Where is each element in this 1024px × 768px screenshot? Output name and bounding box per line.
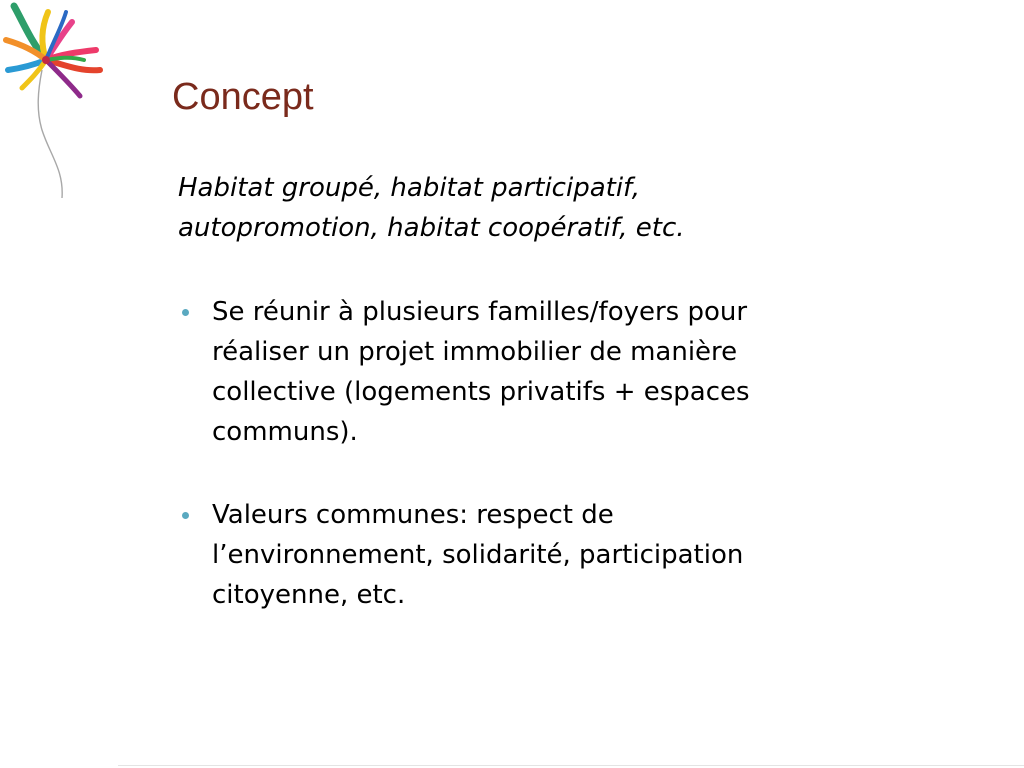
intro-line: Habitat groupé, habitat participatif, — [178, 173, 641, 203]
bullet-item — [178, 495, 958, 615]
bullet-line: réaliser un projet immobilier de manière — [212, 337, 738, 367]
footer-divider — [118, 765, 1024, 766]
bullet-line: collective (logements privatifs + espaces — [212, 377, 750, 407]
bullet-list — [178, 292, 958, 615]
bullet-line: Se réunir à plusieurs familles/foyers pour — [212, 297, 748, 327]
bullet-line: Valeurs communes: respect de — [212, 500, 614, 530]
bullet-line: communs). — [212, 417, 358, 447]
flower-logo-icon — [0, 0, 130, 205]
intro-line: autopromotion, habitat coopératif, etc. — [178, 213, 685, 243]
bullet-line: citoyenne, etc. — [212, 580, 406, 610]
bullet-item — [178, 292, 958, 452]
bullet-dot-icon — [182, 512, 189, 519]
bullet-dot-icon — [182, 309, 189, 316]
bullet-line: l’environnement, solidarité, participation — [212, 540, 744, 570]
slide-title: Concept — [172, 76, 314, 118]
intro-paragraph — [178, 168, 958, 248]
slide-body — [178, 168, 958, 615]
